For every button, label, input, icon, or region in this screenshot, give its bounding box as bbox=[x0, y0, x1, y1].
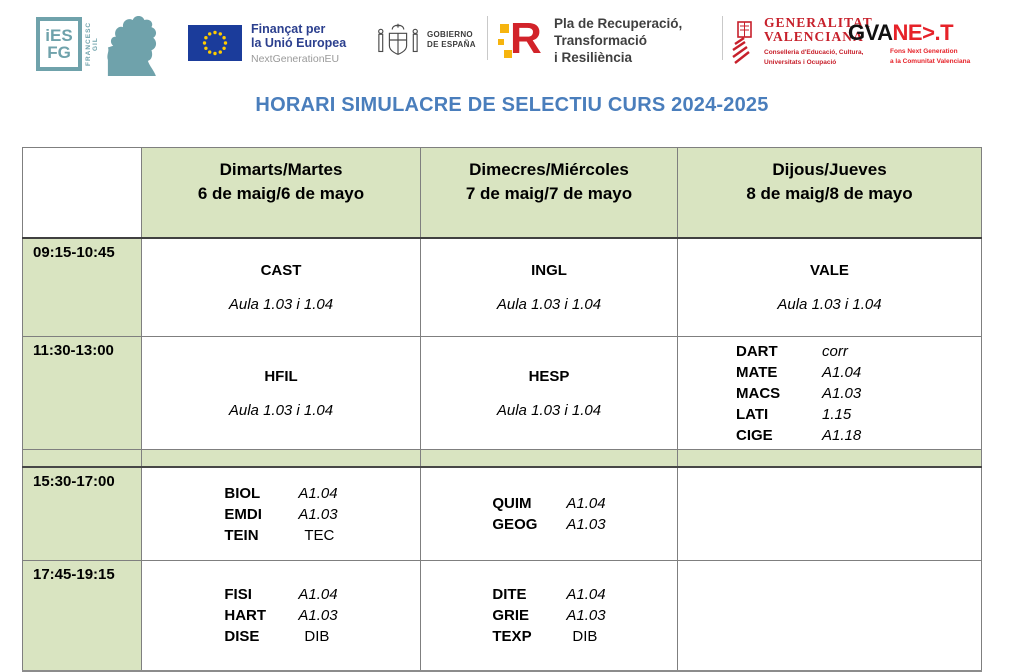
iesfg-acronym bbox=[36, 17, 82, 71]
gva-emblem-icon bbox=[731, 20, 757, 64]
subject-code: EMDI bbox=[224, 505, 262, 523]
exam-cell bbox=[142, 337, 421, 450]
eu-funding-line2: la Unió Europea bbox=[251, 36, 347, 51]
room-label: DIB bbox=[304, 628, 330, 645]
room-label: A1.03 bbox=[298, 505, 338, 523]
exam-list-cell bbox=[421, 561, 678, 672]
subject-code: DISE bbox=[224, 628, 260, 645]
subject-code: DITE bbox=[492, 586, 527, 603]
subject-code: CAST bbox=[260, 262, 302, 279]
slot-row-3 bbox=[23, 467, 982, 561]
subject-code: DART bbox=[736, 342, 778, 360]
day-header-thursday: Dijous/Jueves 8 de maig/8 de mayo bbox=[678, 148, 982, 239]
gvanext-gva-text: GVA bbox=[848, 20, 893, 45]
gva-dept-line2: Universitats i Ocupació bbox=[764, 58, 837, 66]
bust-silhouette-icon bbox=[102, 12, 160, 76]
day-header-tuesday: Dimarts/Martes 6 de maig/6 de mayo bbox=[142, 148, 421, 239]
subject-code: LATI bbox=[736, 405, 769, 423]
subject-code: BIOL bbox=[224, 484, 261, 502]
corner-cell bbox=[23, 148, 142, 239]
exam-list-cell bbox=[421, 467, 678, 561]
room-label: Aula 1.03 i 1.04 bbox=[496, 296, 602, 313]
room-label: A1.03 bbox=[822, 384, 862, 402]
subject-code: FISI bbox=[224, 586, 252, 603]
subject-code: HART bbox=[224, 607, 267, 624]
gvanext-next-text: NE>.T bbox=[892, 20, 954, 45]
room-label: Aula 1.03 i 1.04 bbox=[777, 296, 882, 313]
slot-row-4 bbox=[23, 561, 982, 672]
gobierno-espana-logo bbox=[376, 20, 476, 60]
exam-cell bbox=[142, 238, 421, 337]
room-label: 1.15 bbox=[822, 405, 852, 423]
time-slot-3: 15:30-17:00 bbox=[23, 467, 142, 561]
logo-divider bbox=[487, 16, 488, 60]
iesfg-acronym-top: iES bbox=[45, 26, 73, 45]
subject-code: TEIN bbox=[224, 526, 259, 544]
empty-cell bbox=[678, 467, 982, 561]
room-label: A1.04 bbox=[822, 363, 862, 381]
subject-code: GEOG bbox=[492, 516, 538, 533]
room-label: A1.04 bbox=[298, 586, 338, 603]
room-label: Aula 1.03 i 1.04 bbox=[496, 401, 602, 419]
room-label: A1.03 bbox=[566, 607, 606, 624]
slot-row-1 bbox=[23, 238, 982, 337]
day-header-wednesday: Dimecres/Miércoles 7 de maig/7 de mayo bbox=[421, 148, 678, 239]
eu-program-name: NextGenerationEU bbox=[251, 52, 340, 65]
exam-list-cell bbox=[142, 561, 421, 672]
empty-cell bbox=[678, 561, 982, 672]
iesfg-acronym-bottom: FG bbox=[47, 43, 71, 62]
plan-line1: Pla de Recuperació, bbox=[554, 16, 683, 31]
room-label: Aula 1.03 i 1.04 bbox=[228, 401, 334, 419]
gva-dept-line1: Conselleria d'Educació, Cultura, bbox=[764, 49, 864, 57]
spain-gov-line2: DE ESPAÑA bbox=[427, 40, 476, 49]
plan-line3: i Resiliència bbox=[554, 49, 633, 65]
exam-cell bbox=[421, 238, 678, 337]
recovery-plan-monogram-icon: R bbox=[498, 18, 550, 64]
subject-code: GRIE bbox=[492, 607, 530, 624]
gvanext-tag-line2: a la Comunitat Valenciana bbox=[890, 57, 971, 65]
spain-coat-of-arms-icon bbox=[376, 20, 420, 60]
gva-next-logo bbox=[848, 22, 970, 67]
subject-code: QUIM bbox=[492, 495, 532, 512]
eu-funding-line1: Finançat per bbox=[251, 22, 326, 36]
header-row bbox=[23, 148, 982, 239]
room-label: A1.18 bbox=[822, 426, 862, 444]
room-label: A1.03 bbox=[298, 607, 338, 624]
recovery-plan-logo bbox=[498, 16, 682, 67]
room-label: Aula 1.03 i 1.04 bbox=[228, 296, 334, 313]
gva-name-line1: GENERALITAT bbox=[764, 15, 873, 30]
subject-code: VALE bbox=[810, 262, 849, 279]
subject-code: MACS bbox=[736, 384, 781, 402]
room-label: A1.04 bbox=[298, 484, 338, 502]
spain-gov-line1: GOBIERNO bbox=[427, 30, 473, 39]
room-label: TEC bbox=[304, 526, 335, 544]
time-slot-4: 17:45-19:15 bbox=[23, 561, 142, 672]
subject-code: INGL bbox=[531, 262, 567, 279]
room-label: A1.04 bbox=[566, 586, 606, 603]
subject-code: MATE bbox=[736, 363, 778, 381]
room-label: A1.03 bbox=[566, 516, 606, 533]
exam-list-cell bbox=[678, 337, 982, 450]
eu-funding-logo bbox=[188, 22, 346, 65]
iesfg-school-name: FRANCESC GIL bbox=[85, 21, 99, 67]
time-slot-2: 11:30-13:00 bbox=[23, 337, 142, 450]
subject-code: HFIL bbox=[264, 367, 298, 385]
room-label: A1.04 bbox=[566, 495, 606, 512]
plan-line2: Transformació bbox=[554, 32, 648, 48]
exam-list-cell bbox=[142, 467, 421, 561]
room-label: DIB bbox=[572, 628, 598, 645]
time-slot-1: 09:15-10:45 bbox=[23, 238, 142, 337]
iesfg-logo bbox=[36, 12, 160, 76]
subject-code: HESP bbox=[528, 367, 570, 385]
subject-code: TEXP bbox=[492, 628, 532, 645]
exam-cell bbox=[678, 238, 982, 337]
logo-divider bbox=[722, 16, 723, 60]
eu-flag-icon bbox=[188, 25, 242, 61]
slot-row-2 bbox=[23, 337, 982, 450]
gvanext-tag-line1: Fons Next Generation bbox=[890, 48, 958, 55]
gva-name-line2: VALENCIANA bbox=[764, 29, 864, 45]
exam-cell bbox=[421, 337, 678, 450]
separator-row bbox=[23, 450, 982, 468]
subject-code: CIGE bbox=[736, 426, 773, 444]
schedule-table bbox=[22, 147, 982, 672]
room-label: corr bbox=[822, 342, 848, 360]
page-title: HORARI SIMULACRE DE SELECTIU CURS 2024-2025 bbox=[255, 94, 769, 116]
